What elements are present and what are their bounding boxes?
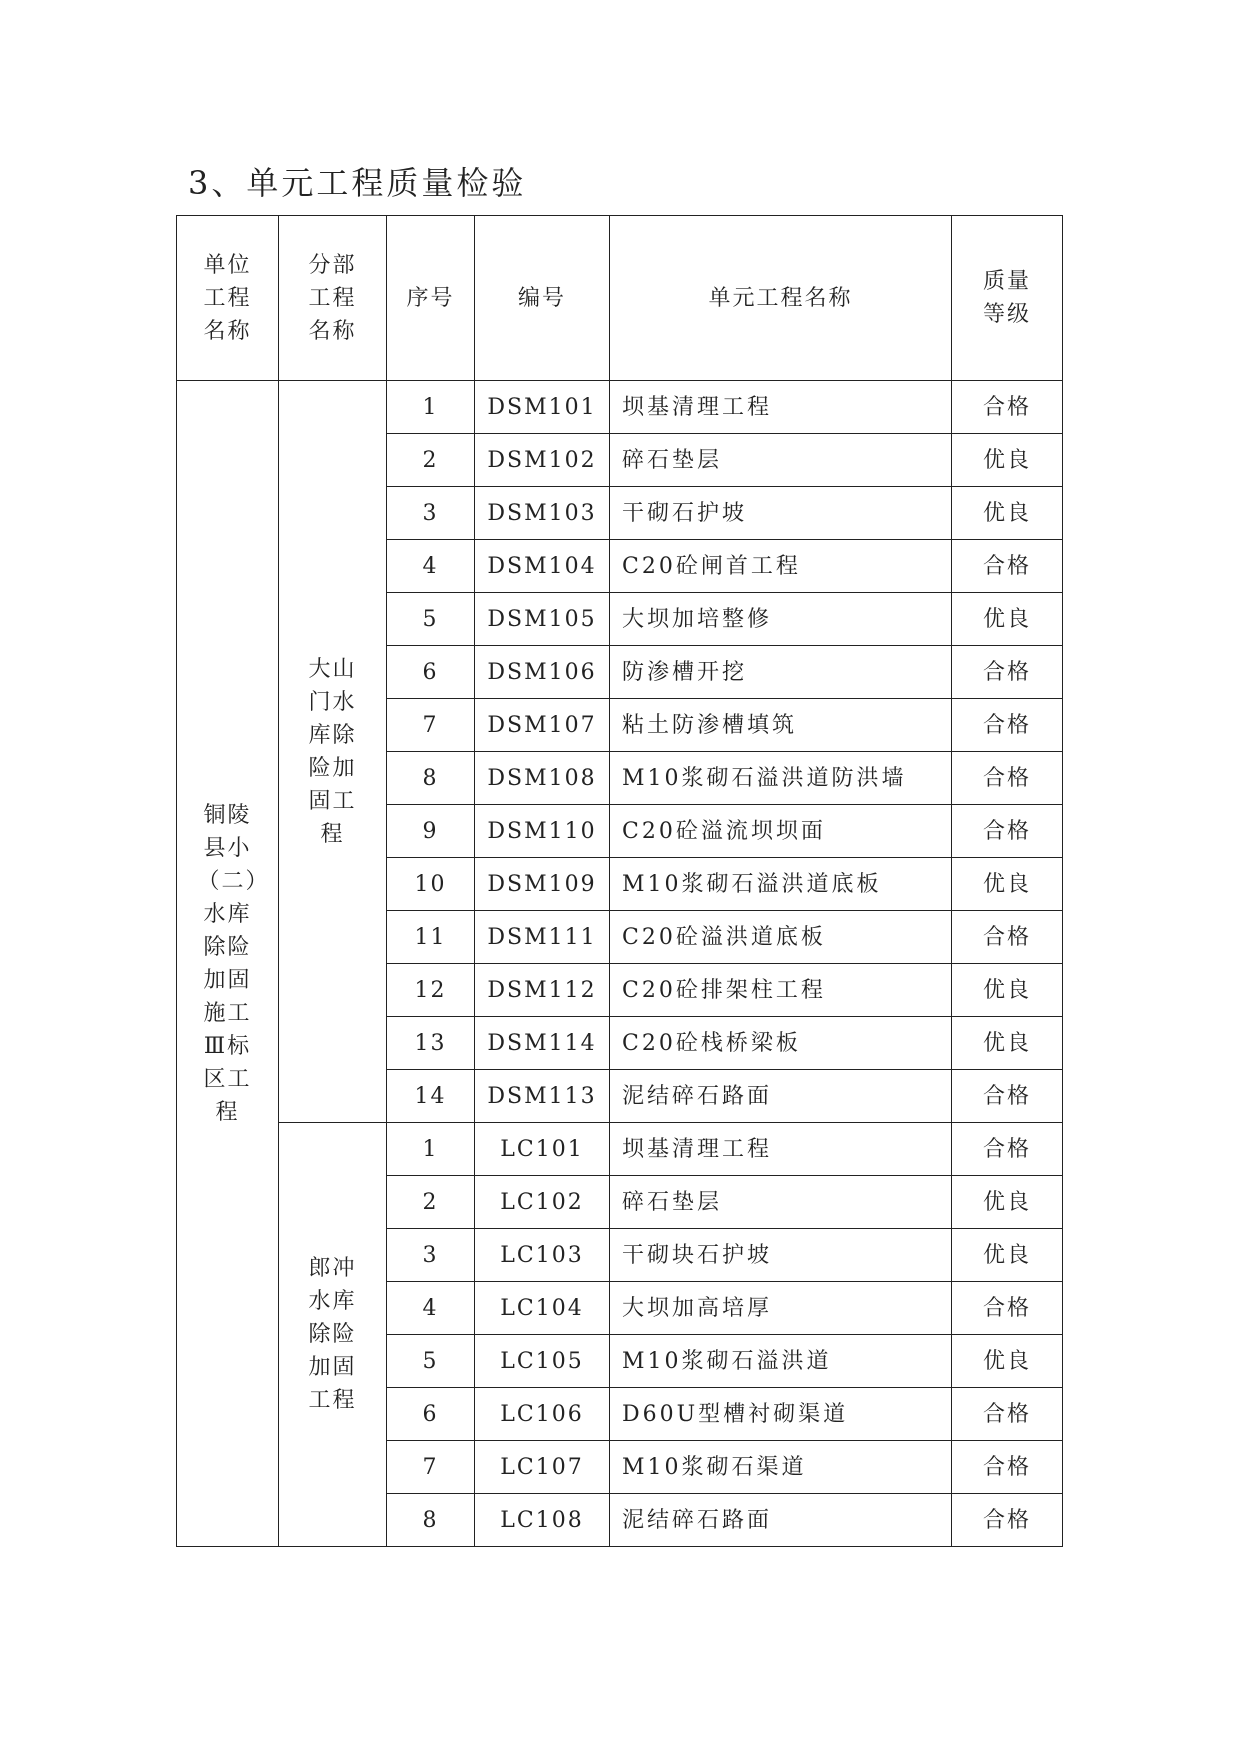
seq-cell: 6 xyxy=(387,1388,475,1441)
unit-name-cell: M10浆砌石渠道 xyxy=(610,1441,952,1494)
seq-cell: 8 xyxy=(387,752,475,805)
unit-project-cell: 铜陵县小（二）水库除险加固施工Ⅲ标区工程 xyxy=(177,381,279,1547)
grade-cell: 合格 xyxy=(952,540,1063,593)
header-seq: 序号 xyxy=(387,216,475,381)
grade-cell: 优良 xyxy=(952,1176,1063,1229)
code-cell: DSM104 xyxy=(475,540,610,593)
division-cell: 大山门水库除险加固工程 xyxy=(279,381,387,1123)
seq-cell: 7 xyxy=(387,1441,475,1494)
grade-cell: 合格 xyxy=(952,381,1063,434)
unit-name-cell: C20砼溢流坝坝面 xyxy=(610,805,952,858)
seq-cell: 7 xyxy=(387,699,475,752)
unit-name-cell: C20砼排架柱工程 xyxy=(610,964,952,1017)
grade-cell: 合格 xyxy=(952,1282,1063,1335)
code-cell: LC108 xyxy=(475,1494,610,1547)
code-cell: LC107 xyxy=(475,1441,610,1494)
code-cell: DSM111 xyxy=(475,911,610,964)
seq-cell: 13 xyxy=(387,1017,475,1070)
division-cell: 郎冲水库除险加固工程 xyxy=(279,1123,387,1547)
grade-cell: 优良 xyxy=(952,434,1063,487)
code-cell: LC102 xyxy=(475,1176,610,1229)
seq-cell: 5 xyxy=(387,1335,475,1388)
code-cell: LC105 xyxy=(475,1335,610,1388)
seq-cell: 1 xyxy=(387,1123,475,1176)
unit-name-cell: 碎石垫层 xyxy=(610,434,952,487)
header-division: 分部工程名称 xyxy=(279,216,387,381)
grade-cell: 合格 xyxy=(952,1441,1063,1494)
seq-cell: 5 xyxy=(387,593,475,646)
unit-name-cell: 坝基清理工程 xyxy=(610,1123,952,1176)
code-cell: LC103 xyxy=(475,1229,610,1282)
code-cell: DSM113 xyxy=(475,1070,610,1123)
table-header-row xyxy=(177,216,1063,381)
seq-cell: 11 xyxy=(387,911,475,964)
seq-cell: 9 xyxy=(387,805,475,858)
unit-name-cell: 大坝加培整修 xyxy=(610,593,952,646)
code-cell: LC106 xyxy=(475,1388,610,1441)
header-unit-project: 单位工程名称 xyxy=(177,216,279,381)
unit-name-cell: 碎石垫层 xyxy=(610,1176,952,1229)
grade-cell: 合格 xyxy=(952,805,1063,858)
unit-name-cell: 干砌块石护坡 xyxy=(610,1229,952,1282)
grade-cell: 优良 xyxy=(952,964,1063,1017)
seq-cell: 14 xyxy=(387,1070,475,1123)
unit-name-cell: C20砼栈桥梁板 xyxy=(610,1017,952,1070)
seq-cell: 2 xyxy=(387,434,475,487)
code-cell: DSM107 xyxy=(475,699,610,752)
seq-cell: 4 xyxy=(387,1282,475,1335)
code-cell: DSM114 xyxy=(475,1017,610,1070)
code-cell: DSM101 xyxy=(475,381,610,434)
code-cell: LC101 xyxy=(475,1123,610,1176)
unit-quality-table xyxy=(176,215,1063,1547)
seq-cell: 3 xyxy=(387,487,475,540)
grade-cell: 合格 xyxy=(952,911,1063,964)
code-cell: DSM112 xyxy=(475,964,610,1017)
table-row xyxy=(177,381,1063,434)
unit-name-cell: M10浆砌石溢洪道 xyxy=(610,1335,952,1388)
code-cell: DSM109 xyxy=(475,858,610,911)
unit-name-cell: 泥结碎石路面 xyxy=(610,1494,952,1547)
code-cell: DSM102 xyxy=(475,434,610,487)
grade-cell: 合格 xyxy=(952,1070,1063,1123)
seq-cell: 6 xyxy=(387,646,475,699)
grade-cell: 合格 xyxy=(952,752,1063,805)
seq-cell: 2 xyxy=(387,1176,475,1229)
section-title: 3、单元工程质量检验 xyxy=(188,164,527,202)
unit-name-cell: M10浆砌石溢洪道底板 xyxy=(610,858,952,911)
seq-cell: 10 xyxy=(387,858,475,911)
seq-cell: 1 xyxy=(387,381,475,434)
grade-cell: 优良 xyxy=(952,593,1063,646)
table-row xyxy=(177,1123,1063,1176)
grade-cell: 优良 xyxy=(952,1335,1063,1388)
grade-cell: 优良 xyxy=(952,1017,1063,1070)
code-cell: DSM103 xyxy=(475,487,610,540)
unit-name-cell: 粘土防渗槽填筑 xyxy=(610,699,952,752)
unit-name-cell: 干砌石护坡 xyxy=(610,487,952,540)
grade-cell: 优良 xyxy=(952,1229,1063,1282)
unit-name-cell: D60U型槽衬砌渠道 xyxy=(610,1388,952,1441)
grade-cell: 优良 xyxy=(952,858,1063,911)
code-cell: LC104 xyxy=(475,1282,610,1335)
header-grade: 质量等级 xyxy=(952,216,1063,381)
code-cell: DSM108 xyxy=(475,752,610,805)
grade-cell: 合格 xyxy=(952,646,1063,699)
code-cell: DSM106 xyxy=(475,646,610,699)
seq-cell: 12 xyxy=(387,964,475,1017)
grade-cell: 合格 xyxy=(952,1388,1063,1441)
seq-cell: 4 xyxy=(387,540,475,593)
unit-name-cell: 防渗槽开挖 xyxy=(610,646,952,699)
unit-name-cell: 大坝加高培厚 xyxy=(610,1282,952,1335)
header-unit-name: 单元工程名称 xyxy=(610,216,952,381)
unit-name-cell: C20砼溢洪道底板 xyxy=(610,911,952,964)
code-cell: DSM110 xyxy=(475,805,610,858)
grade-cell: 合格 xyxy=(952,699,1063,752)
seq-cell: 3 xyxy=(387,1229,475,1282)
unit-name-cell: C20砼闸首工程 xyxy=(610,540,952,593)
header-code: 编号 xyxy=(475,216,610,381)
code-cell: DSM105 xyxy=(475,593,610,646)
unit-name-cell: 泥结碎石路面 xyxy=(610,1070,952,1123)
seq-cell: 8 xyxy=(387,1494,475,1547)
grade-cell: 优良 xyxy=(952,487,1063,540)
grade-cell: 合格 xyxy=(952,1494,1063,1547)
unit-name-cell: M10浆砌石溢洪道防洪墙 xyxy=(610,752,952,805)
unit-name-cell: 坝基清理工程 xyxy=(610,381,952,434)
grade-cell: 合格 xyxy=(952,1123,1063,1176)
